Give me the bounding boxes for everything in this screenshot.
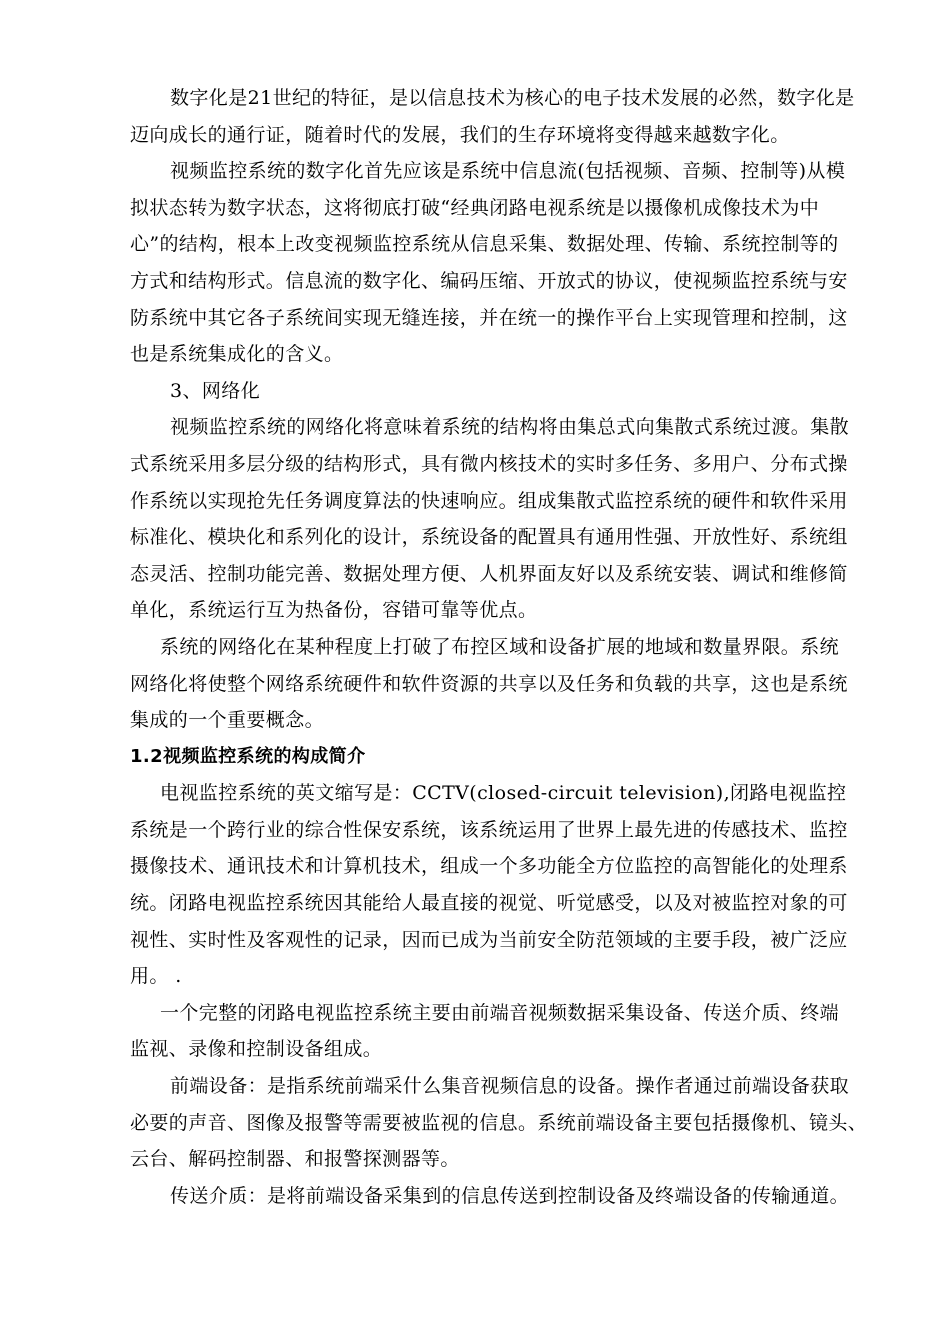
paragraph-front-end-devices xyxy=(130,1068,868,1178)
text-line: 视性、实时性及客观性的记录，因而已成为当前安全防范领域的主要手段，被广泛应 xyxy=(130,928,848,951)
text-line: 迈向成长的通行证，随着时代的发展，我们的生存环境将变得越来越数字化。 xyxy=(130,123,790,146)
text-line: 也是系统集成化的含义。 xyxy=(130,343,344,366)
paragraph-transmission-medium xyxy=(130,1178,850,1215)
text-line: 数字化是21世纪的特征，是以信息技术为核心的电子技术发展的必然，数字化是 xyxy=(170,87,855,109)
text-line: 单化，系统运行互为热备份，容错可靠等优点。 xyxy=(130,599,538,622)
text-line: 统。闭路电视监控系统因其能给人最直接的视觉、听觉感受，以及对被监控对象的可 xyxy=(130,892,848,915)
text-line: 前端设备：是指系统前端采什么集音视频信息的设备。操作者通过前端设备获取 xyxy=(170,1075,850,1098)
text-line: 网络化将使整个网络系统硬件和软件资源的共享以及任务和负载的共享，这也是系统 xyxy=(130,672,848,695)
text-line: 监视、录像和控制设备组成。 xyxy=(130,1038,383,1061)
text-line: 系统是一个跨行业的综合性保安系统，该系统运用了世界上最先进的传感技术、监控 xyxy=(130,818,848,841)
text-line: 集成的一个重要概念。 xyxy=(130,709,325,732)
text-line: 视频监控系统的数字化首先应该是系统中信息流(包括视频、音频、控制等)从模 xyxy=(170,160,846,183)
paragraph-digitalization-detail xyxy=(130,153,850,373)
text-line: 电视监控系统的英文缩写是：CCTV(closed-circuit television),闭路电视监控 xyxy=(160,782,847,805)
text-line: 心”的结构，根本上改变视频监控系统从信息采集、数据处理、传输、系统控制等的 xyxy=(130,233,839,256)
text-line: 3、网络化 xyxy=(170,379,261,402)
paragraph-networking-detail xyxy=(130,409,850,629)
text-line: 式系统采用多层分级的结构形式，具有微内核技术的实时多任务、多用户、分布式操 xyxy=(130,452,848,475)
paragraph-networking-summary xyxy=(130,629,850,739)
text-line: 态灵活、控制功能完善、数据处理方便、人机界面友好以及系统安装、调试和维修简 xyxy=(130,562,848,585)
text-line: 摄像技术、通讯技术和计算机技术，组成一个多功能全方位监控的高智能化的处理系 xyxy=(130,855,848,878)
section-heading: 1.2视频监控系统的构成简介 xyxy=(130,745,366,767)
paragraph-cctv-definition xyxy=(130,775,850,995)
document-page xyxy=(130,80,868,1214)
text-line: 视频监控系统的网络化将意味着系统的结构将由集总式向集散式系统过渡。集散 xyxy=(170,416,850,439)
text-line: 作系统以实现抢先任务调度算法的快速响应。组成集散式监控系统的硬件和软件采用 xyxy=(130,489,848,512)
text-line: 标准化、模块化和系列化的设计，系统设备的配置具有通用性强、开放性好、系统组 xyxy=(130,526,848,549)
text-line: 系统的网络化在某种程度上打破了布控区域和设备扩展的地域和数量界限。系统 xyxy=(160,635,840,658)
text-line: 用。 . xyxy=(130,965,182,988)
paragraph-system-composition xyxy=(130,995,850,1068)
text-line: 必要的声音、图像及报警等需要被监视的信息。系统前端设备主要包括摄像机、镜头、 xyxy=(130,1111,868,1134)
text-line: 一个完整的闭路电视监控系统主要由前端音视频数据采集设备、传送介质、终端 xyxy=(160,1001,840,1024)
text-line: 方式和结构形式。信息流的数字化、编码压缩、开放式的协议，使视频监控系统与安 xyxy=(130,269,848,292)
paragraph-digitalization-intro xyxy=(130,80,855,153)
text-line: 传送介质：是将前端设备采集到的信息传送到控制设备及终端设备的传输通道。 xyxy=(170,1184,850,1207)
text-line: 防系统中其它各子系统间实现无缝连接，并在统一的操作平台上实现管理和控制，这 xyxy=(130,306,848,329)
subsection-networking-title xyxy=(130,373,850,410)
text-line: 拟状态转为数字状态，这将彻底打破“经典闭路电视系统是以摄像机成像技术为中 xyxy=(130,196,820,219)
text-line: 云台、解码控制器、和报警探测器等。 xyxy=(130,1148,460,1171)
